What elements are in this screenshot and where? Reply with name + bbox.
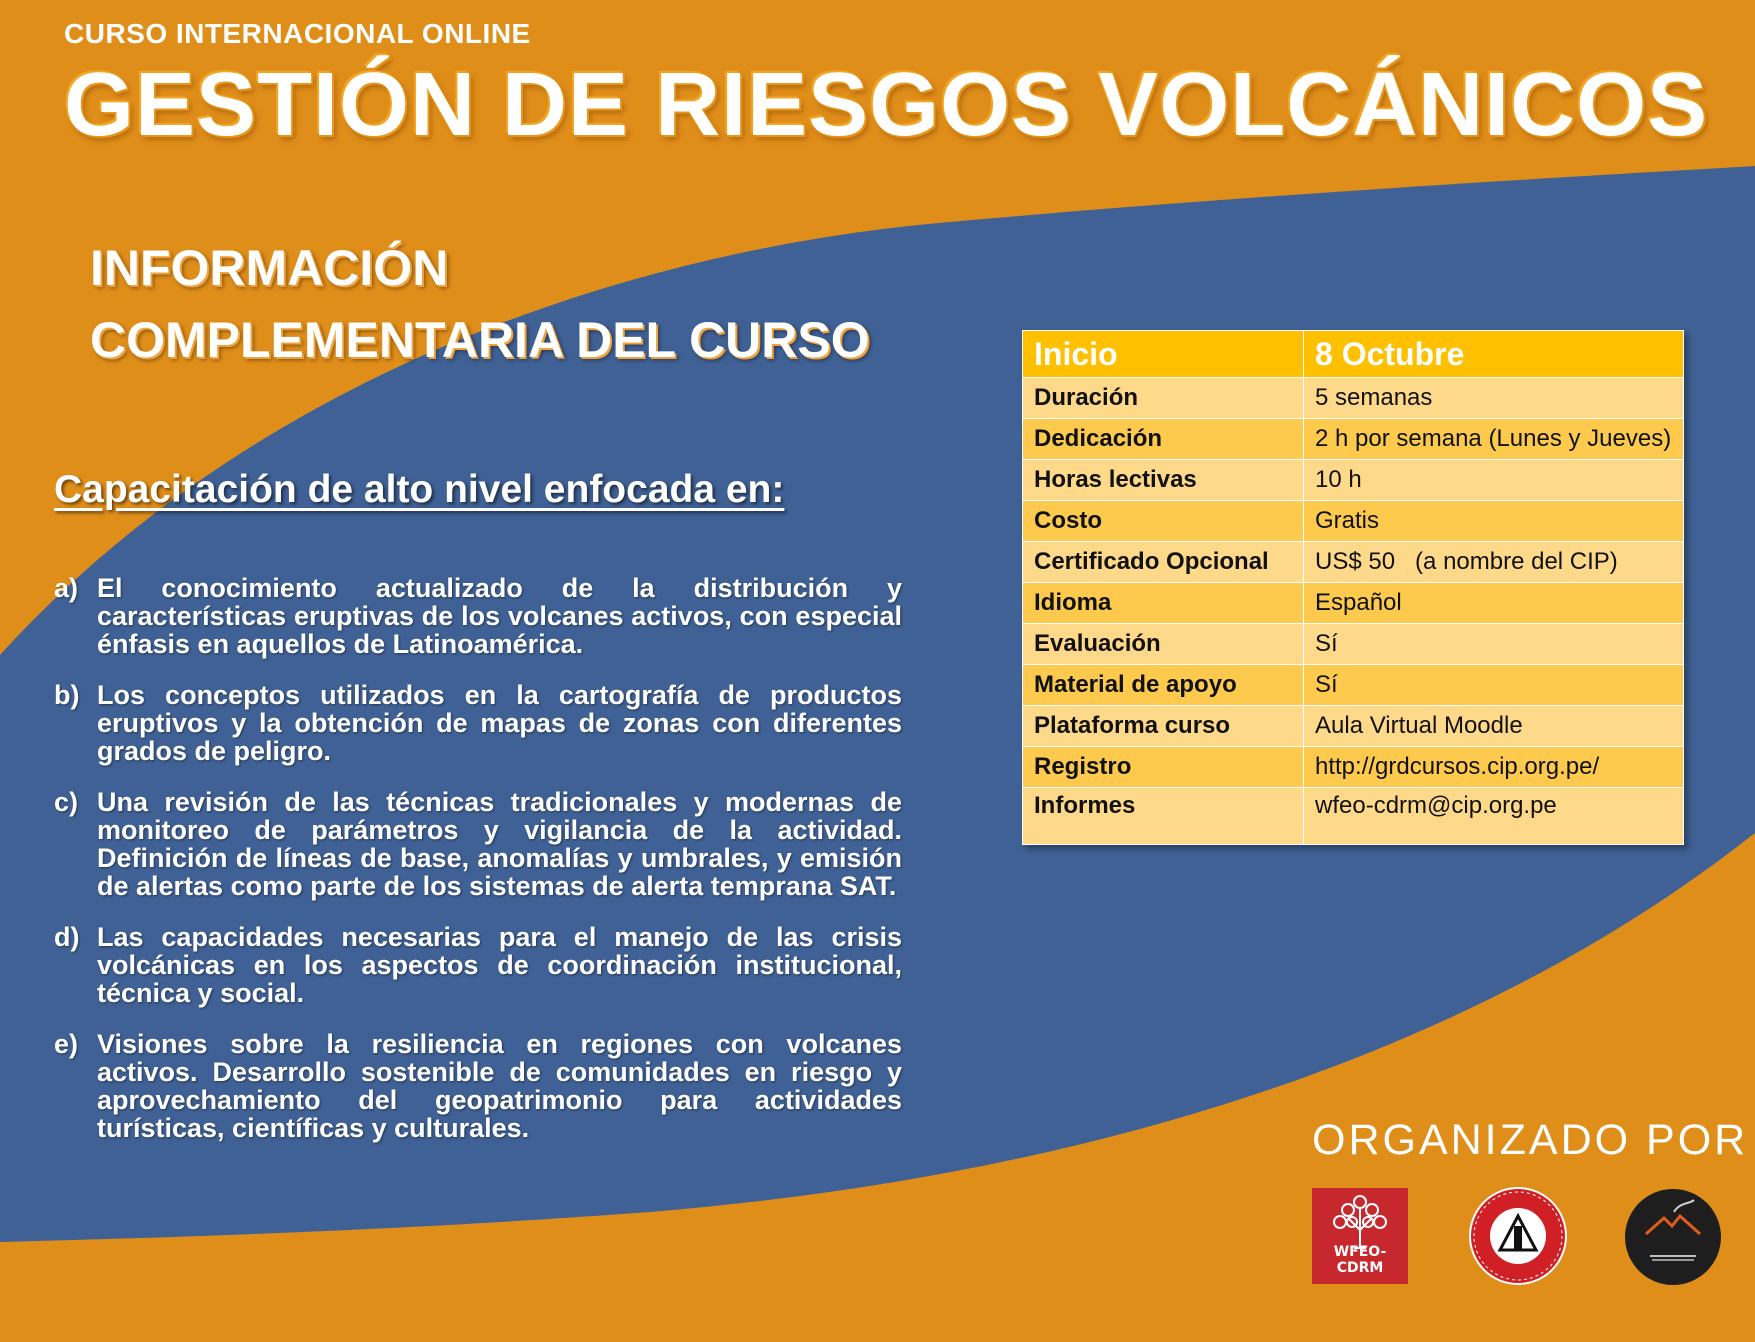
capacitacion-list	[54, 574, 902, 1165]
wfeo-logo-text: WFEO-CDRM	[1333, 1244, 1387, 1276]
table-key: Horas lectivas	[1023, 460, 1304, 501]
table-key: Idioma	[1023, 583, 1304, 624]
table-row	[1023, 542, 1684, 583]
table-header-row	[1023, 331, 1684, 378]
course-kicker: CURSO INTERNACIONAL ONLINE	[64, 18, 531, 49]
table-key: Inicio	[1023, 331, 1304, 378]
table-value: Gratis	[1304, 501, 1684, 542]
list-item-label: c)	[54, 787, 79, 817]
table-key: Dedicación	[1023, 419, 1304, 460]
table-row	[1023, 624, 1684, 665]
info-title-line-2: COMPLEMENTARIA DEL CURSO	[90, 312, 870, 368]
list-item-text: Las capacidades necesarias para el manejo de las crisis volcánicas en los aspectos de coordinación institucional, técnica y social.	[97, 922, 902, 1008]
table-key: Duración	[1023, 378, 1304, 419]
list-item-text: Una revisión de las técnicas tradicionales y modernas de monitoreo de parámetros y vigilancia de la actividad. Definición de líneas de base, anomalías y umbrales, y emisión de alertas como parte de los sistemas de alerta temprana SAT.	[97, 787, 902, 901]
colegio-ingenieros-peru-seal	[1468, 1186, 1568, 1286]
table-row	[1023, 419, 1684, 460]
page-title: GESTIÓN DE RIESGOS VOLCÁNICOS	[64, 55, 1709, 155]
table-value: wfeo-cdrm@cip.org.pe	[1304, 788, 1684, 845]
alvo-logo	[1624, 1188, 1722, 1286]
table-value: Aula Virtual Moodle	[1304, 706, 1684, 747]
table-value: 5 semanas	[1304, 378, 1684, 419]
table-key: Certificado Opcional	[1023, 542, 1304, 583]
table-value: 10 h	[1304, 460, 1684, 501]
table-row	[1023, 747, 1684, 788]
list-item-text: Los conceptos utilizados en la cartografía de productos eruptivos y la obtención de mapas de zonas con diferentes grados de peligro.	[97, 680, 902, 766]
table-key: Registro	[1023, 747, 1304, 788]
table-key: Plataforma curso	[1023, 706, 1304, 747]
info-title-line-1: INFORMACIÓN	[90, 240, 449, 296]
table-key: Evaluación	[1023, 624, 1304, 665]
list-item	[54, 1030, 902, 1142]
course-info-table	[1022, 330, 1684, 845]
table-value: 8 Octubre	[1304, 331, 1684, 378]
table-key: Material de apoyo	[1023, 665, 1304, 706]
list-item-label: a)	[54, 573, 79, 603]
list-item	[54, 923, 902, 1007]
table-row	[1023, 706, 1684, 747]
table-row	[1023, 665, 1684, 706]
list-item-label: d)	[54, 922, 80, 952]
table-value: Sí	[1304, 665, 1684, 706]
list-item	[54, 788, 902, 900]
wfeo-cdrm-logo	[1312, 1188, 1408, 1284]
list-item-text: El conocimiento actualizado de la distribución y características eruptivas de los volcanes activos, con especial énfasis en aquellos de Latinoamérica.	[97, 573, 902, 659]
table-value: 2 h por semana (Lunes y Jueves)	[1304, 419, 1684, 460]
table-row	[1023, 583, 1684, 624]
capacitacion-heading: Capacitación de alto nivel enfocada en:	[54, 468, 785, 511]
table-row	[1023, 460, 1684, 501]
list-item-text: Visiones sobre la resiliencia en regiones con volcanes activos. Desarrollo sostenible de comunidades en riesgo y aprovechamiento del geopatrimonio para actividades turísticas, científicas y culturales.	[97, 1029, 902, 1143]
info-section-title	[90, 232, 870, 376]
list-item	[54, 681, 902, 765]
table-row	[1023, 788, 1684, 845]
table-value: US$ 50 (a nombre del CIP)	[1304, 542, 1684, 583]
list-item-label: b)	[54, 680, 80, 710]
list-item-label: e)	[54, 1029, 79, 1059]
table-key: Informes	[1023, 788, 1304, 845]
list-item	[54, 574, 902, 658]
table-key: Costo	[1023, 501, 1304, 542]
table-value: Sí	[1304, 624, 1684, 665]
table-row	[1023, 378, 1684, 419]
table-value: http://grdcursos.cip.org.pe/	[1304, 747, 1684, 788]
table-value: Español	[1304, 583, 1684, 624]
organizers-heading: ORGANIZADO POR	[1312, 1116, 1749, 1164]
table-row	[1023, 501, 1684, 542]
